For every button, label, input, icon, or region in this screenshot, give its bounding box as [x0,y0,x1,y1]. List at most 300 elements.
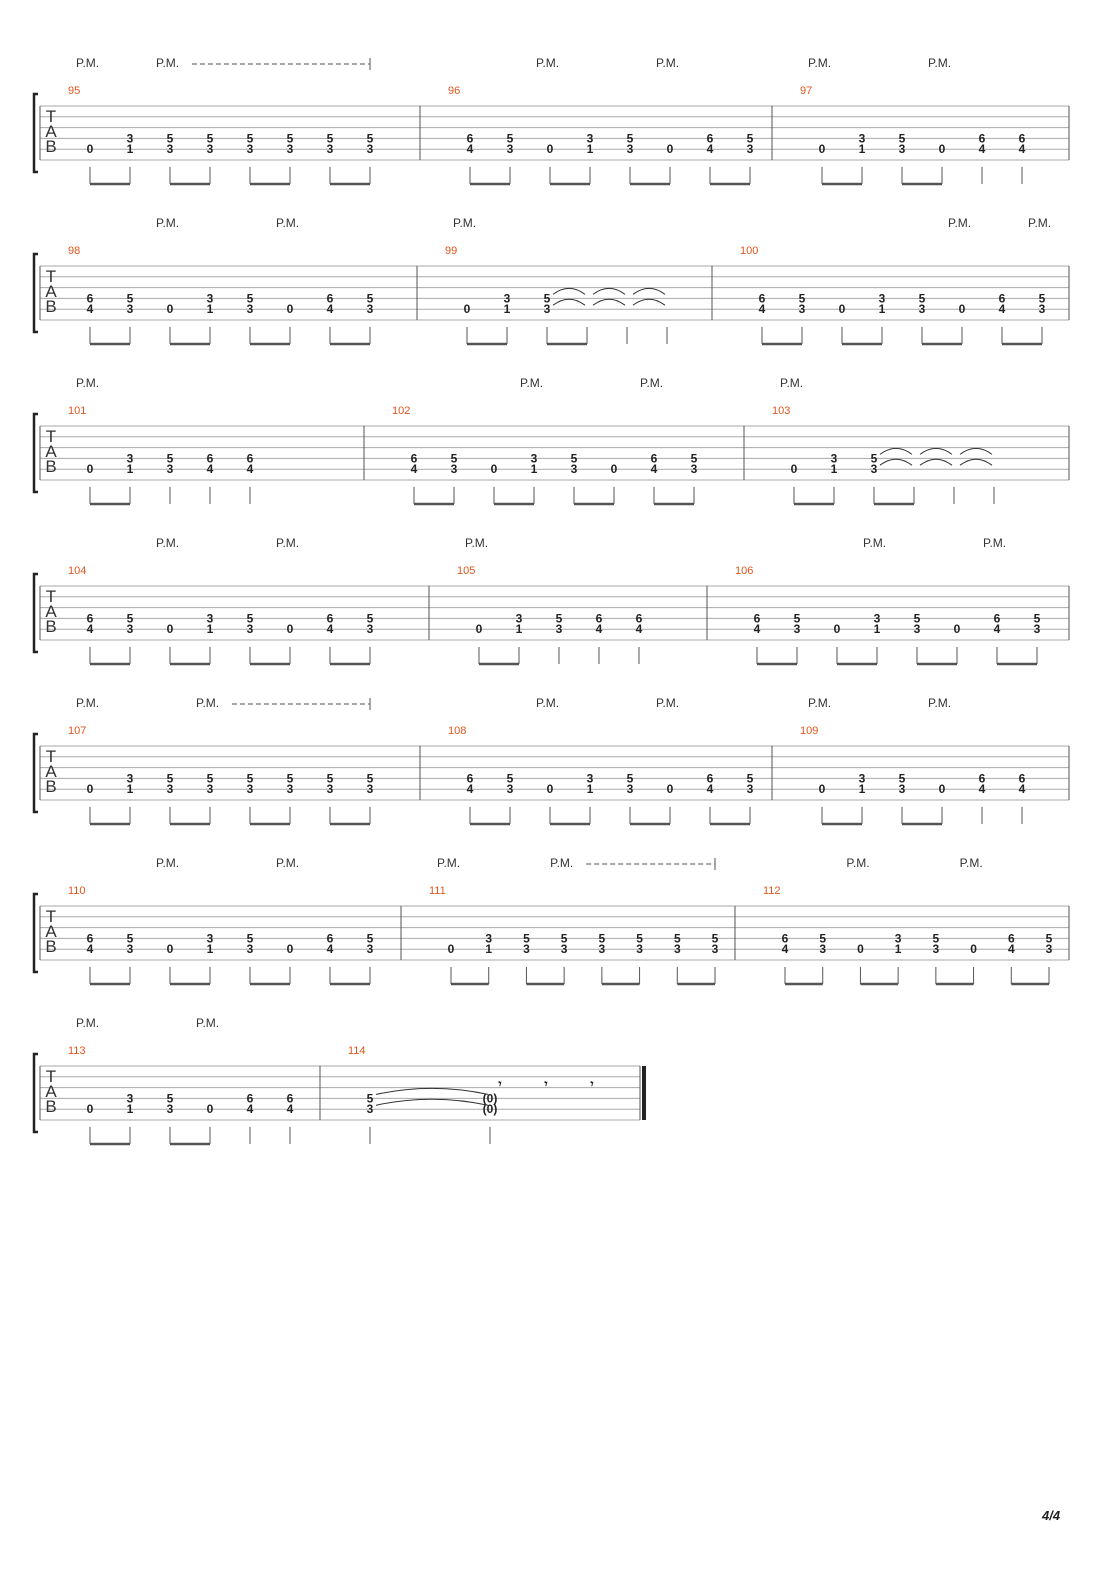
fret-number: (0) [482,1091,498,1106]
fret-number: 6 [781,931,789,946]
fret-number: 5 [126,931,134,946]
measure-number: 111 [429,885,446,897]
fret-number: 6 [466,771,474,786]
measure-number: 108 [448,725,467,737]
fret-number: 5 [746,771,754,786]
palm-mute-label: P.M. [656,56,680,70]
fret-number: 3 [626,782,634,797]
fret-number: 3 [746,782,754,797]
fret-number: 1 [878,302,886,317]
fret-number: 1 [858,782,866,797]
tie-arc [920,459,952,465]
fret-number: 4 [650,462,658,477]
palm-mute-label: P.M. [465,536,489,550]
system-bracket [34,894,38,972]
palm-mute-label: P.M. [846,856,870,870]
fret-number: 3 [873,611,881,626]
fret-number: 3 [366,1102,374,1117]
fret-number: 3 [523,942,530,957]
fret-number: 1 [586,142,594,157]
fret-number: 4 [978,142,986,157]
fret-number: 4 [595,622,603,637]
fret-number: 1 [894,942,902,957]
fret-number: 3 [126,622,134,637]
fret-number: 6 [246,451,254,466]
fret-number: 3 [503,291,511,306]
fret-number: 3 [1033,622,1041,637]
fret-number: 0 [958,302,966,317]
fret-number: 3 [166,1102,174,1117]
fret-number: 3 [206,291,214,306]
fret-number: 3 [570,462,578,477]
fret-number: 5 [366,131,374,146]
palm-mute-label: P.M. [536,56,560,70]
fret-number: 3 [530,451,538,466]
fret-number: 3 [166,142,174,157]
fret-number: 5 [450,451,458,466]
fret-number: 5 [206,771,214,786]
fret-number: 3 [626,142,634,157]
measure-number: 105 [457,565,476,577]
fret-number: 5 [166,1091,174,1106]
fret-number: 3 [913,622,921,637]
fret-number: 4 [246,1102,254,1117]
fret-number: 0 [286,302,294,317]
fret-number: 5 [326,771,334,786]
fret-number: 3 [246,782,254,797]
fret-number: 3 [819,942,827,957]
fret-number: 0 [838,302,846,317]
fret-number: 4 [326,622,334,637]
fret-number: 0 [86,142,94,157]
fret-number: 3 [206,931,214,946]
fret-number: 0 [833,622,841,637]
fret-number: 4 [635,622,643,637]
fret-number: 0 [475,622,483,637]
fret-number: 5 [246,771,254,786]
fret-number: 3 [166,782,174,797]
fret-number: 3 [918,302,926,317]
fret-number: 6 [86,291,94,306]
measure-number: 96 [448,85,461,97]
fret-number: 0 [86,1102,94,1117]
fret-number: 5 [819,931,827,946]
tab-clef-letter: A [45,282,57,301]
measure-number: 107 [68,725,87,737]
tab-clef-letter: B [45,777,57,796]
tab-clef-letter: A [45,922,57,941]
fret-number: 5 [126,611,134,626]
tie-arc [880,459,912,465]
fret-number: 0 [463,302,471,317]
fret-number: 3 [898,142,906,157]
fret-number: 0 [286,942,294,957]
palm-mute-label: P.M. [276,856,300,870]
rest-symbol: 𝄾 [590,1077,594,1091]
fret-number: 4 [286,1102,294,1117]
fret-number: 6 [998,291,1006,306]
fret-number: 5 [126,291,134,306]
fret-number: 5 [506,131,514,146]
palm-mute-label: P.M. [156,216,180,230]
fret-number: 5 [366,611,374,626]
measure-number: 99 [445,245,458,257]
palm-mute-label: P.M. [276,536,300,550]
palm-mute-label: P.M. [1028,216,1052,230]
palm-mute-label: P.M. [808,696,832,710]
fret-number: 6 [595,611,603,626]
fret-number: 6 [706,771,714,786]
fret-number: 4 [326,942,334,957]
tab-clef-letter: T [45,427,57,446]
fret-number: 3 [485,931,493,946]
fret-number: 3 [166,462,174,477]
fret-number: 3 [746,142,754,157]
fret-number: 3 [932,942,940,957]
palm-mute-label: P.M. [196,1016,220,1030]
fret-number: 4 [86,622,94,637]
fret-number: 3 [126,1091,134,1106]
fret-number: 1 [503,302,511,317]
fret-number: 6 [286,1091,294,1106]
fret-number: 6 [86,931,94,946]
fret-number: 3 [586,131,594,146]
tab-clef-letter: A [45,122,57,141]
fret-number: 5 [246,291,254,306]
fret-number: 3 [636,942,643,957]
tab-clef-letter: B [45,937,57,956]
fret-number: 6 [635,611,643,626]
fret-number: 0 [818,142,826,157]
fret-number: 3 [126,771,134,786]
tab-clef-letter: B [45,297,57,316]
fret-number: 5 [898,771,906,786]
tie-arc [593,288,625,294]
fret-number: 3 [366,622,374,637]
fret-number: 3 [898,782,906,797]
fret-number: 3 [326,782,334,797]
fret-number: 3 [126,302,134,317]
system-bracket [34,734,38,812]
tab-clef-letter: A [45,762,57,781]
system-bracket [34,414,38,492]
palm-mute-label: P.M. [959,856,983,870]
fret-number: 3 [366,782,374,797]
fret-number: 3 [246,302,254,317]
fret-number: 3 [870,462,878,477]
tab-clef-letter: B [45,1097,57,1116]
palm-mute-label: P.M. [276,216,300,230]
fret-number: 3 [206,611,214,626]
palm-mute-label: P.M. [928,56,952,70]
fret-number: 1 [126,782,134,797]
palm-mute-label: P.M. [983,536,1007,550]
fret-number: 6 [993,611,1001,626]
tie-arc [633,299,665,305]
fret-number: 5 [560,931,568,946]
fret-number: 6 [326,291,334,306]
fret-number: 3 [858,771,866,786]
fret-number: 5 [286,131,294,146]
tie-arc [553,299,585,305]
rest-symbol: 𝄾 [498,1077,502,1091]
fret-number: 6 [1018,131,1026,146]
measure-number: 110 [68,885,86,897]
tab-clef-letter: B [45,457,57,476]
measure-number: 109 [800,725,819,737]
fret-number: 3 [1045,942,1053,957]
tab-clef-letter: T [45,747,57,766]
fret-number: 4 [1018,142,1026,157]
fret-number: 3 [206,782,214,797]
fret-number: 1 [530,462,538,477]
palm-mute-label: P.M. [156,856,180,870]
fret-number: 3 [793,622,801,637]
palm-mute-label: P.M. [863,536,887,550]
fret-number: 0 [206,1102,214,1117]
fret-number: 5 [870,451,878,466]
fret-number: 0 [938,142,946,157]
fret-number: 4 [466,142,474,157]
palm-mute-label: P.M. [76,56,100,70]
measure-number: 102 [392,405,411,417]
tab-clef-letter: T [45,107,57,126]
fret-number: 1 [515,622,523,637]
tie-arc [960,459,992,465]
fret-number: 4 [466,782,474,797]
fret-number: 3 [894,931,902,946]
fret-number: 4 [1007,942,1015,957]
fret-number: 3 [206,142,214,157]
fret-number: 6 [326,931,334,946]
fret-number: 4 [246,462,254,477]
fret-number: 1 [126,462,134,477]
fret-number: 1 [206,302,214,317]
palm-mute-label: P.M. [196,696,220,710]
fret-number: 3 [126,451,134,466]
fret-number: 4 [1018,782,1026,797]
measure-number: 98 [68,245,81,257]
measure-number: 113 [68,1045,86,1057]
tie-arc [880,448,912,454]
fret-number: 4 [206,462,214,477]
fret-number: 4 [998,302,1006,317]
measure-number: 95 [68,85,81,97]
fret-number: 3 [506,782,514,797]
fret-number: 3 [560,942,568,957]
tie-arc [920,448,952,454]
fret-number: 0 [286,622,294,637]
fret-number: 6 [978,131,986,146]
palm-mute-label: P.M. [76,1016,100,1030]
tab-clef-letter: T [45,267,57,286]
palm-mute-label: P.M. [808,56,832,70]
fret-number: 1 [873,622,881,637]
tie-arc [960,448,992,454]
palm-mute-label: P.M. [156,56,180,70]
measure-number: 112 [763,885,781,897]
fret-number: 4 [753,622,761,637]
fret-number: 5 [798,291,806,306]
fret-number: 5 [918,291,926,306]
fret-number: 1 [586,782,594,797]
fret-number: 3 [450,462,458,477]
fret-number: 4 [993,622,1001,637]
fret-number: 1 [126,142,134,157]
palm-mute-label: P.M. [536,696,560,710]
fret-number: 0 [610,462,618,477]
fret-number: 4 [706,142,714,157]
fret-number: 5 [1038,291,1046,306]
fret-number: 5 [506,771,514,786]
fret-number: 6 [1007,931,1015,946]
fret-number: 5 [523,931,530,946]
fret-number: 3 [366,942,374,957]
fret-number: 3 [711,942,719,957]
fret-number: 5 [570,451,578,466]
fret-number: 3 [246,622,254,637]
measure-number: 101 [68,405,87,417]
fret-number: 0 [666,142,674,157]
tie-arc [633,288,665,294]
fret-number: 3 [858,131,866,146]
measure-number: 97 [800,85,813,97]
fret-number: 3 [598,942,606,957]
fret-number: 5 [166,131,174,146]
fret-number: 5 [286,771,294,786]
palm-mute-label: P.M. [76,376,100,390]
fret-number: 3 [555,622,563,637]
tie-arc [376,1088,488,1094]
tab-clef-letter: T [45,1067,57,1086]
tie-arc [376,1099,488,1105]
fret-number: 5 [793,611,801,626]
fret-number: 0 [953,622,961,637]
fret-number: 5 [746,131,754,146]
fret-number: 5 [898,131,906,146]
fret-number: 3 [126,942,134,957]
fret-number: 1 [830,462,838,477]
fret-number: (0) [482,1102,498,1117]
measure-number: 104 [68,565,87,577]
palm-mute-label: P.M. [656,696,680,710]
fret-number: 0 [490,462,498,477]
fret-number: 5 [1033,611,1041,626]
fret-number: 0 [86,782,94,797]
fret-number: 6 [1018,771,1026,786]
fret-number: 3 [506,142,514,157]
fret-number: 4 [326,302,334,317]
palm-mute-label: P.M. [156,536,180,550]
fret-number: 1 [485,942,493,957]
fret-number: 5 [932,931,940,946]
fret-number: 4 [758,302,766,317]
palm-mute-label: P.M. [76,696,100,710]
fret-number: 5 [366,771,374,786]
fret-number: 3 [1038,302,1046,317]
fret-number: 3 [515,611,523,626]
fret-number: 0 [166,622,174,637]
fret-number: 0 [790,462,798,477]
fret-number: 4 [86,942,94,957]
fret-number: 1 [206,942,214,957]
measure-number: 106 [735,565,754,577]
fret-number: 6 [86,611,94,626]
palm-mute-label: P.M. [520,376,544,390]
tie-arc [553,288,585,294]
fret-number: 5 [366,291,374,306]
fret-number: 6 [706,131,714,146]
fret-number: 4 [978,782,986,797]
rest-symbol: 𝄾 [544,1077,548,1091]
fret-number: 5 [636,931,643,946]
page-number: 4/4 [1042,1508,1061,1523]
fret-number: 5 [626,131,634,146]
fret-number: 3 [673,942,681,957]
tab-clef-letter: T [45,587,57,606]
system-bracket [34,254,38,332]
fret-number: 3 [366,142,374,157]
fret-number: 0 [86,462,94,477]
fret-number: 0 [447,942,455,957]
tie-arc [593,299,625,305]
tab-clef-letter: B [45,137,57,156]
fret-number: 5 [690,451,698,466]
measure-number: 100 [740,245,759,257]
fret-number: 3 [246,942,254,957]
measure-number: 103 [772,405,791,417]
fret-number: 4 [781,942,789,957]
fret-number: 0 [166,942,174,957]
fret-number: 5 [626,771,634,786]
fret-number: 3 [690,462,698,477]
fret-number: 3 [246,142,254,157]
fret-number: 1 [206,622,214,637]
fret-number: 0 [546,142,554,157]
fret-number: 3 [830,451,838,466]
fret-number: 5 [366,1091,374,1106]
fret-number: 5 [206,131,214,146]
fret-number: 0 [970,942,977,957]
measure-number: 114 [348,1045,366,1057]
fret-number: 1 [858,142,866,157]
fret-number: 5 [598,931,606,946]
fret-number: 5 [543,291,551,306]
fret-number: 6 [326,611,334,626]
fret-number: 6 [206,451,214,466]
fret-number: 3 [326,142,334,157]
fret-number: 0 [546,782,554,797]
fret-number: 3 [878,291,886,306]
fret-number: 0 [938,782,946,797]
fret-number: 6 [410,451,418,466]
fret-number: 5 [166,771,174,786]
fret-number: 5 [913,611,921,626]
fret-number: 5 [1045,931,1053,946]
tab-clef-letter: A [45,1082,57,1101]
fret-number: 3 [543,302,551,317]
fret-number: 6 [758,291,766,306]
fret-number: 3 [286,782,294,797]
fret-number: 0 [818,782,826,797]
palm-mute-label: P.M. [437,856,461,870]
system-bracket [34,574,38,652]
palm-mute-label: P.M. [640,376,664,390]
fret-number: 5 [366,931,374,946]
palm-mute-label: P.M. [780,376,804,390]
fret-number: 0 [857,942,864,957]
fret-number: 6 [246,1091,254,1106]
